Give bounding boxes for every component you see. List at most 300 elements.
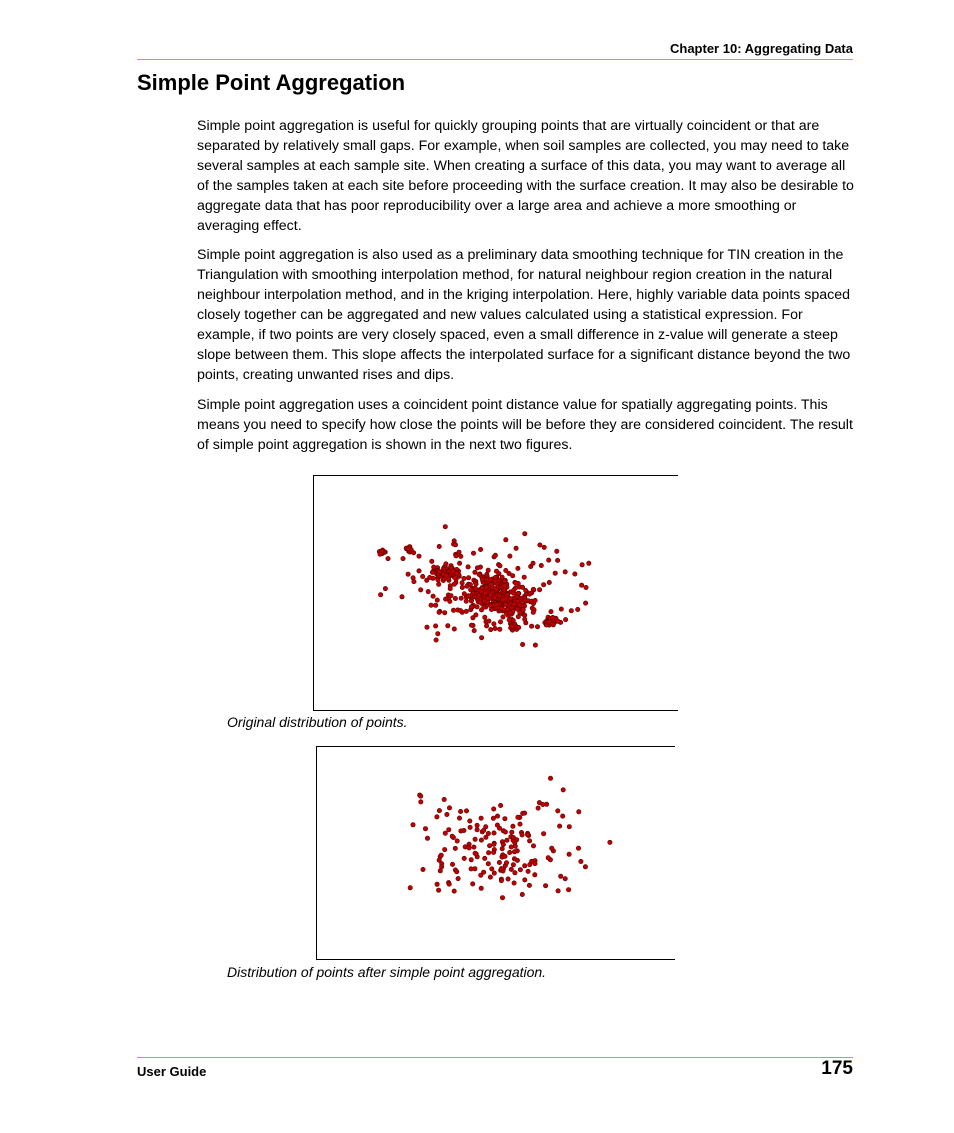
footer-guide-label: User Guide [137,1064,207,1079]
data-point [527,883,531,887]
data-point [482,599,486,603]
data-point [483,615,487,619]
data-point [459,554,463,558]
data-point [462,828,466,832]
data-point [432,565,436,569]
data-point [484,624,488,628]
data-point [506,877,510,881]
data-point [501,615,505,619]
data-point [436,888,440,892]
data-point [493,579,497,583]
data-point [516,591,520,595]
data-point [443,611,447,615]
data-point [460,585,464,589]
data-point [419,794,423,798]
data-point [475,566,479,570]
data-point [583,865,587,869]
data-point [557,824,561,828]
data-point [511,835,515,839]
data-point [468,582,472,586]
data-point [504,861,508,865]
chapter-header: Chapter 10: Aggregating Data [670,41,853,56]
data-point [435,882,439,886]
data-point [431,594,435,598]
data-point [520,642,524,646]
data-point [522,811,526,815]
data-point [471,882,475,886]
data-point [445,812,449,816]
data-point [520,833,524,837]
data-point [548,776,552,780]
data-point [512,881,516,885]
data-point [451,608,455,612]
data-point [508,611,512,615]
data-point [559,874,563,878]
data-point [462,856,466,860]
data-point [500,847,504,851]
data-point [464,599,468,603]
data-point [479,886,483,890]
data-point [508,554,512,558]
data-point [577,810,581,814]
data-point [493,626,497,630]
data-point [475,828,479,832]
data-point [553,571,557,575]
data-point [446,624,450,628]
data-point [484,585,488,589]
data-point [448,599,452,603]
data-point [473,851,477,855]
data-point [523,864,527,868]
data-point [477,572,481,576]
data-point [498,620,502,624]
data-point [464,809,468,813]
data-point [443,525,447,529]
data-point [516,815,520,819]
data-point [510,830,514,834]
data-point [383,586,387,590]
data-point [492,842,496,846]
data-point [433,624,437,628]
data-point [483,591,487,595]
data-point [458,608,462,612]
data-point [511,824,515,828]
data-point [514,546,518,550]
data-point [504,538,508,542]
data-point [580,563,584,567]
data-point [498,627,502,631]
data-point [466,565,470,569]
data-point [480,578,484,582]
data-point [576,846,580,850]
data-point [478,547,482,551]
data-point [483,856,487,860]
data-point [378,593,382,597]
data-point [549,609,553,613]
data-point [517,603,521,607]
data-point [426,589,430,593]
data-point [533,643,537,647]
data-point [492,807,496,811]
data-point [500,896,504,900]
data-point [482,605,486,609]
data-point [492,871,496,875]
data-point [533,873,537,877]
data-point [456,876,460,880]
data-point [495,814,499,818]
data-point [489,582,493,586]
data-point [473,837,477,841]
data-point [469,588,473,592]
data-point [453,596,457,600]
data-point [512,602,516,606]
data-point [449,594,453,598]
data-point [547,558,551,562]
data-point [522,575,526,579]
data-point [547,580,551,584]
page-number: 175 [821,1058,853,1079]
data-point [452,627,456,631]
data-point [378,552,382,556]
data-point [472,628,476,632]
data-point [447,806,451,810]
data-point [473,570,477,574]
original-points-plot [314,476,678,710]
data-point [587,561,591,565]
data-point [520,585,524,589]
data-point [537,588,541,592]
data-point [488,875,492,879]
data-point [419,800,423,804]
data-point [566,888,570,892]
data-point [421,574,425,578]
data-point [479,589,483,593]
data-point [579,583,583,587]
data-point [523,599,527,603]
data-point [443,831,447,835]
data-point [450,834,454,838]
data-point [547,619,551,623]
data-point [505,593,509,597]
data-point [435,598,439,602]
data-point [498,803,502,807]
data-point [503,579,507,583]
data-point [542,545,546,549]
data-point [478,600,482,604]
data-point [550,846,554,850]
data-point [489,627,493,631]
data-point [411,823,415,827]
data-point [535,625,539,629]
data-point [475,823,479,827]
data-point [485,577,489,581]
data-point [444,562,448,566]
data-point [515,858,519,862]
data-point [491,850,495,854]
data-point [458,809,462,813]
data-point [518,611,522,615]
data-point [447,828,451,832]
data-point [412,579,416,583]
data-point [561,788,565,792]
data-point [436,632,440,636]
data-point [425,625,429,629]
data-point [551,623,555,627]
data-point [556,809,560,813]
data-point [408,886,412,890]
data-point [509,867,513,871]
data-point [503,854,507,858]
data-point [430,570,434,574]
data-point [439,865,443,869]
data-point [421,867,425,871]
data-point [551,615,555,619]
data-point [490,867,494,871]
data-point [437,610,441,614]
data-point [523,613,527,617]
data-point [454,554,458,558]
data-point [462,592,466,596]
data-point [469,623,473,627]
data-point [434,638,438,642]
data-point [499,866,503,870]
data-point [511,574,515,578]
data-point [468,825,472,829]
data-point [556,889,560,893]
data-point [457,561,461,565]
data-point [450,862,454,866]
data-point [494,569,498,573]
data-point [529,591,533,595]
data-point [484,835,488,839]
data-point [489,607,493,611]
data-point [401,556,405,560]
data-point [555,549,559,553]
data-point [518,822,522,826]
data-point [509,845,513,849]
data-point [526,869,530,873]
data-point [435,815,439,819]
data-point [525,833,529,837]
data-point [469,858,473,862]
data-point [541,832,545,836]
data-point [406,546,410,550]
data-point [492,622,496,626]
data-point [579,859,583,863]
data-point [499,878,503,882]
data-point [503,830,507,834]
figure-caption-aggregated: Distribution of points after simple point aggregation. [227,964,547,980]
data-point [443,597,447,601]
data-point [543,884,547,888]
data-point [573,572,577,576]
figure-caption-original: Original distribution of points. [227,714,408,730]
data-point [437,582,441,586]
data-point [511,863,515,867]
data-point [533,598,537,602]
data-point [491,816,495,820]
data-point [529,624,533,628]
data-point [479,636,483,640]
aggregated-points-plot [317,747,675,959]
data-point [518,868,522,872]
data-point [444,573,448,577]
data-point [469,605,473,609]
data-point [439,853,443,857]
data-point [514,581,518,585]
body-text [197,117,857,466]
data-point [569,609,573,613]
data-point [497,860,501,864]
data-point [466,594,470,598]
data-point [443,847,447,851]
footer-rule [137,1057,853,1058]
data-point [541,583,545,587]
data-point [417,569,421,573]
data-point [511,618,515,622]
data-point [479,816,483,820]
data-point [513,871,517,875]
data-point [556,619,560,623]
data-point [502,588,506,592]
data-point [437,570,441,574]
page-title: Simple Point Aggregation [137,70,406,95]
data-point [419,588,423,592]
data-point [520,892,524,896]
data-point [469,867,473,871]
data-point [495,602,499,606]
data-point [508,596,512,600]
data-point [583,601,587,605]
data-point [538,543,542,547]
data-point [492,831,496,835]
data-point [546,856,550,860]
data-point [434,603,438,607]
data-point [536,806,540,810]
paragraph-1: Simple point aggregation is useful for quickly grouping points that are virtually coincident or that are separated by relatively small gaps. For example, when soil samples are collected, you may need to take several samples at each sample site. When creating a surface of this data, you may want to average all of the samples taken at each site before proceeding with the surface creation. It may also be desirable to aggregate data that has poor reproducibility over a large area and achieve a more smoothing or averaging effect. [197,118,854,234]
data-point [453,846,457,850]
data-point [567,852,571,856]
data-point [453,543,457,547]
data-point [531,610,535,614]
data-point [437,808,441,812]
figure-aggregated-points [316,746,675,960]
data-point [486,851,490,855]
data-point [479,873,483,877]
data-point [400,595,404,599]
data-point [425,836,429,840]
data-point [449,566,453,570]
data-point [467,846,471,850]
data-point [466,576,470,580]
data-point [523,532,527,536]
paragraph-2: Simple point aggregation is also used as a preliminary data smoothing technique for TIN creation in the Triangulation with smoothing interpolation method, for natural neighbour region creation in the natural neighbour interpolation method, and in the kriging interpolation. Here, highly variable data points spaced closely together can be aggregated and new values calculated using a statistical expression. For example, if two points are very closely spaced, even a small difference in z-value will generate a steep slope between them. This slope affects the interpolated surface for a significant distance beyond the two points, creating unwanted rises and dips. [197,247,851,383]
data-point [437,544,441,548]
data-point [576,607,580,611]
data-point [559,607,563,611]
data-point [457,816,461,820]
data-point [455,870,459,874]
data-point [492,596,496,600]
data-point [436,578,440,582]
data-point [429,603,433,607]
data-point [516,566,520,570]
data-point [486,862,490,866]
data-point [430,559,434,563]
data-point [452,582,456,586]
data-point [531,844,535,848]
data-point [608,840,612,844]
data-point [460,581,464,585]
data-point [482,828,486,832]
data-point [567,825,571,829]
data-point [501,597,505,601]
figure-original-points [313,475,678,711]
data-point [423,827,427,831]
data-point [471,551,475,555]
data-point [563,617,567,621]
data-point [503,817,507,821]
data-point [503,583,507,587]
data-point [425,578,429,582]
data-point [447,882,451,886]
data-point [471,616,475,620]
data-point [523,617,527,621]
data-point [468,819,472,823]
data-point [448,586,452,590]
data-point [486,568,490,572]
data-point [487,844,491,848]
data-point [488,593,492,597]
data-point [563,570,567,574]
data-point [442,797,446,801]
data-point [501,842,505,846]
data-point [472,845,476,849]
data-point [462,576,466,580]
data-point [508,850,512,854]
data-point [475,605,479,609]
data-point [464,609,468,613]
data-point [493,553,497,557]
data-point [555,558,559,562]
data-point [505,838,509,842]
data-point [563,877,567,881]
data-point [529,859,533,863]
data-point [512,850,516,854]
data-point [531,561,535,565]
data-point [479,838,483,842]
data-point [584,585,588,589]
data-point [455,839,459,843]
data-point [513,844,517,848]
data-point [539,563,543,567]
paragraph-3: Simple point aggregation uses a coincident point distance value for spatially aggregating points. This means you need to specify how close the points will be before they are considered coincident. The result of simple point aggregation is shown in the next two figures. [197,396,853,453]
data-point [477,593,481,597]
data-point [487,619,491,623]
data-point [406,572,410,576]
data-point [510,624,514,628]
data-point [498,564,502,568]
data-point [459,596,463,600]
data-point [497,826,501,830]
data-point [527,839,531,843]
data-point [561,814,565,818]
data-point [474,582,478,586]
data-point [452,889,456,893]
data-point [541,802,545,806]
data-point [417,554,421,558]
data-point [386,556,390,560]
